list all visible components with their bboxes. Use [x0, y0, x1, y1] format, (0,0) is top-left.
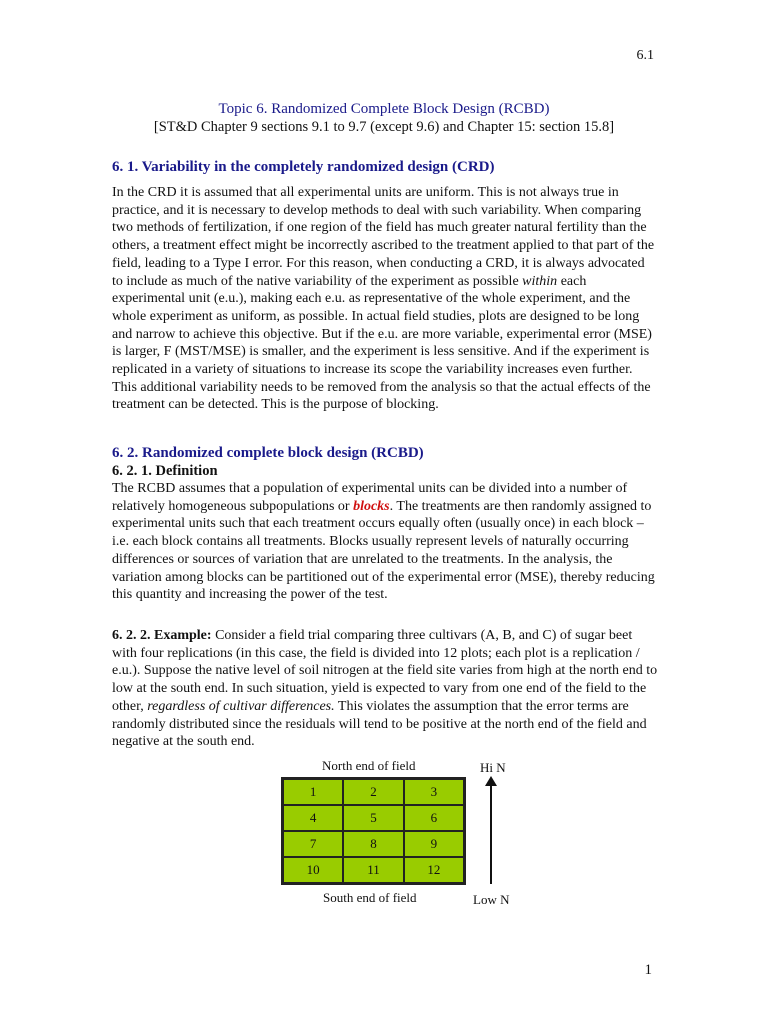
definition-text-b: . The treatments are then randomly assigned to experimental units such that each treatment occurs equally often (usually once) in each block –i.e. each block contains all treatments. Blocks usually represent levels of naturally occurring differences or sources of variation that are unrelated to the treatments. In the analysis, the variation among blocks can be partitioned out of the experimental error (MSE), thereby reducing this quantity and increasing the power of the test.	[112, 498, 655, 603]
section-1-paragraph	[112, 184, 658, 414]
section-1-heading: 6. 1. Variability in the completely randomized design (CRD)	[112, 159, 495, 175]
emphasis-regardless: regardless of cultivar differences.	[147, 698, 335, 714]
north-end-label: North end of field	[322, 758, 416, 773]
example-paragraph	[112, 627, 658, 751]
south-end-label: South end of field	[323, 890, 417, 905]
section-2-heading: 6. 2. Randomized complete block design (RCBD)	[112, 445, 424, 461]
hi-n-label: Hi N	[480, 760, 506, 775]
page-number-top: 6.1	[636, 48, 654, 63]
plot-cell: 5	[343, 805, 403, 831]
example-text-a: Consider a field trial comparing three cultivars (A, B, and C) of sugar beet with four replications (in this case, the field is divided into 12 plots; each plot is a replication / e.u.). Suppose the native level of soil nitrogen at the field site varies from high at the north end to low at the south end. In such situation, yield is expected to vary from one end of the field to the other,	[112, 628, 658, 714]
emphasis-within: within	[522, 273, 558, 289]
field-plot-grid	[281, 777, 466, 885]
section-1-text-a: In the CRD it is assumed that all experimental units are uniform. This is not always true in practice, and it is necessary to develop methods to deal with such variability. When comparing two methods of fertilization, if one region of the field has much greater natural fertility than the others, a treatment effect might be incorrectly ascribed to the treatment applied to that part of the field, leading to a Type I error. For this reason, when conducting a CRD, it is always advocated to include as much of the native variability of the experiment as possible	[112, 185, 655, 289]
subsection-example-heading: 6. 2. 2. Example:	[112, 628, 212, 643]
plot-cell: 11	[343, 857, 403, 883]
section-1-text-b: each experimental unit (e.u.), making each e.u. as representative of the whole experiment, and the whole experiment as uniform, as possible. In actual field studies, plots are designed to be long and narrow to achieve this objective. But if the e.u. are more variable, experimental error (MSE) is larger, F (MST/MSE) is smaller, and the experiment is less sensitive. And if the experiment is replicated in a variety of situations to increase its scope the variability increases even further. This additional variability needs to be removed from the analysis so that the actual effects of the treatment can be detected. This is the purpose of blocking.	[112, 273, 652, 413]
plot-cell: 7	[283, 831, 343, 857]
nitrogen-gradient-arrow	[490, 782, 492, 884]
document-title: Topic 6. Randomized Complete Block Design (RCBD)	[218, 101, 550, 117]
low-n-label: Low N	[473, 892, 510, 907]
plot-cell: 1	[283, 779, 343, 805]
subsection-definition-heading: 6. 2. 1. Definition	[112, 463, 218, 479]
page-number-bottom: 1	[644, 962, 652, 978]
plot-cell: 12	[404, 857, 464, 883]
plot-cell: 10	[283, 857, 343, 883]
plot-cell: 3	[404, 779, 464, 805]
plot-cell: 8	[343, 831, 403, 857]
definition-text-a: The RCBD assumes that a population of experimental units can be divided into a number of relatively homogeneous subpopulations or	[112, 481, 628, 514]
definition-paragraph	[112, 480, 658, 604]
emphasis-blocks: blocks	[353, 498, 390, 514]
plot-cell: 2	[343, 779, 403, 805]
example-text-b: This violates the assumption that the error terms are randomly distributed since the residuals will tend to be positive at the north end of the field and negative at the south end.	[112, 698, 647, 750]
plot-cell: 4	[283, 805, 343, 831]
plot-cell: 9	[404, 831, 464, 857]
document-subtitle: [ST&D Chapter 9 sections 9.1 to 9.7 (except 9.6) and Chapter 15: section 15.8]	[153, 119, 615, 135]
plot-cell: 6	[404, 805, 464, 831]
